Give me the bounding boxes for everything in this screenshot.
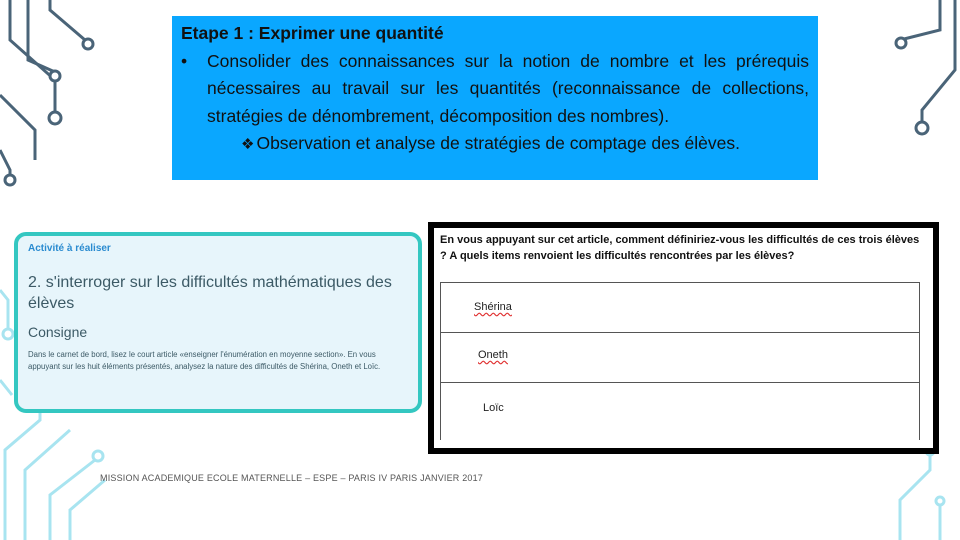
objective-sub-bullet [181,130,809,159]
activity-instructions: Dans le carnet de bord, lisez le court article «enseigner l'énumération en moyenne section». En vous appuyant sur les huit éléments présentés, analysez la nature des difficultés de Shérina, Oneth et Loïc. [28,350,381,371]
activity-header: Activité à réaliser [28,243,111,254]
table-row [441,283,919,333]
footer-text: MISSION ACADEMIQUE ECOLE MATERNELLE – ESPE – PARIS IV PARIS JANVIER 2017 [100,473,484,483]
student-name-oneth: Oneth [478,349,508,361]
objective-bullet [181,48,809,131]
diamond-bullet-icon: ❖ [241,136,255,153]
table-row [441,383,919,433]
objective-title: Etape 1 : Exprimer une quantité [181,23,444,43]
question-text: En vous appuyant sur cet article, comment définiriez-vous les difficultés de ces trois élèves ? A quels items renvoient les difficultés rencontrées par les élèves? [440,234,920,262]
question-frame [428,222,939,454]
bullet-mark: • [181,50,188,71]
objective-bullet-text: Consolider des connaissances sur la notion de nombre et les prérequis nécessaires au travail sur les quantités (reconnaissance de collections, stratégies de dénombrement, décomposition des nombres). [207,50,809,126]
consigne-label: Consigne [28,324,88,340]
objective-box [172,16,818,180]
activity-title: 2. s'interroger sur les difficultés mathématiques des élèves [28,274,392,312]
table-row [441,333,919,383]
student-name-loic: Loïc [483,402,504,414]
question-panel [434,228,933,448]
activity-card [14,232,422,413]
student-name-sherina: Shérina [474,301,512,313]
objective-sub-text: Observation et analyse de stratégies de comptage des élèves. [256,133,740,153]
student-table [440,282,920,440]
